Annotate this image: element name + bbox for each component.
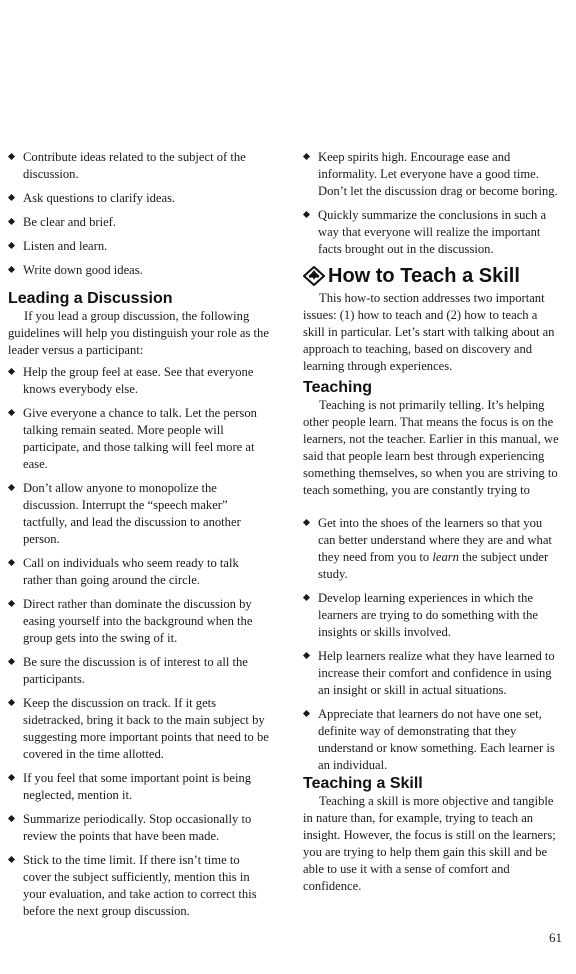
diamond-bullet-icon xyxy=(303,519,310,526)
diamond-bullet-icon xyxy=(8,153,15,160)
list-item: Get into the shoes of the learners so that you can better understand where they are and what they need from you to learn the subject under study. xyxy=(303,515,559,583)
teaching-a-skill-text: Teaching a skill is more objective and tangible in nature than, for example, trying to teach an insight. However, the focus is still on the learners; you are trying to help them gain this skill and be able to use it with a sense of comfort and confidence. xyxy=(303,794,556,893)
list-item: Call on individuals who seem ready to talk rather than going around the circle. xyxy=(8,555,270,589)
leader-bullet-list xyxy=(8,364,270,927)
list-item: Keep the discussion on track. If it gets sidetracked, bring it back to the main subject by suggesting more important points that need to be covered in the time allotted. xyxy=(8,695,270,763)
diamond-bullet-icon xyxy=(8,242,15,249)
leading-discussion-intro: If you lead a group discussion, the following guidelines will help you distinguish your role as the leader versus a participant: xyxy=(8,309,269,357)
diamond-bullet-icon xyxy=(8,856,15,863)
list-item: Give everyone a chance to talk. Let the person talking remain seated. More people will participate, and those talking will feel more at ease. xyxy=(8,405,270,473)
list-item: Don’t allow anyone to monopolize the discussion. Interrupt the “speech maker” tactfully, and lead the discussion to another person. xyxy=(8,480,270,548)
diamond-bullet-icon xyxy=(8,600,15,607)
how-to-intro: This how-to section addresses two important issues: (1) how to teach and (2) how to teach a skill in particular. Let’s start with talking about an approach to teaching, based on discovery and learning through experiences. xyxy=(303,291,555,373)
list-item: Quickly summarize the conclusions in such a way that everyone will realize the important facts brought out in the discussion. xyxy=(303,207,559,258)
diamond-bullet-icon xyxy=(8,774,15,781)
diamond-bullet-icon xyxy=(303,153,310,160)
fleur-de-lis-diamond-icon xyxy=(303,266,325,286)
diamond-bullet-icon xyxy=(8,409,15,416)
list-item: Ask questions to clarify ideas. xyxy=(8,190,270,207)
list-item: Direct rather than dominate the discussion by easing yourself into the background when the group gets into the swing of it. xyxy=(8,596,270,647)
list-item: Write down good ideas. xyxy=(8,262,270,279)
diamond-bullet-icon xyxy=(8,484,15,491)
list-item: Summarize periodically. Stop occasionally to review the points that have been made. xyxy=(8,811,270,845)
participant-bullet-list xyxy=(8,149,270,286)
main-heading-text: How to Teach a Skill xyxy=(328,265,520,287)
list-item: Be sure the discussion is of interest to all the participants. xyxy=(8,654,270,688)
discussion-tips-bullet-list xyxy=(303,149,559,265)
diamond-bullet-icon xyxy=(8,559,15,566)
leading-discussion-heading: Leading a Discussion xyxy=(8,290,173,307)
diamond-bullet-icon xyxy=(8,266,15,273)
teaching-bullet-list xyxy=(303,515,559,781)
list-item: Help the group feel at ease. See that everyone knows everybody else. xyxy=(8,364,270,398)
list-item: Keep spirits high. Encourage ease and informality. Let everyone have a good time. Don’t let the discussion drag or become boring. xyxy=(303,149,559,200)
teaching-a-skill-heading: Teaching a Skill xyxy=(303,775,423,792)
list-item: Contribute ideas related to the subject of the discussion. xyxy=(8,149,270,183)
list-item: Appreciate that learners do not have one set, definite way of demonstrating that they understand or know something. Each learner is an individual. xyxy=(303,706,559,774)
teaching-heading: Teaching xyxy=(303,379,373,396)
list-item: Develop learning experiences in which the learners are trying to do something with the insights or skills involved. xyxy=(303,590,559,641)
diamond-bullet-icon xyxy=(303,710,310,717)
diamond-bullet-icon xyxy=(303,652,310,659)
diamond-bullet-icon xyxy=(303,211,310,218)
diamond-bullet-icon xyxy=(8,218,15,225)
diamond-bullet-icon xyxy=(8,194,15,201)
list-item: Listen and learn. xyxy=(8,238,270,255)
list-item: Help learners realize what they have learned to increase their comfort and confidence in using an insight or skill in actual situations. xyxy=(303,648,559,699)
diamond-bullet-icon xyxy=(8,699,15,706)
diamond-bullet-icon xyxy=(8,368,15,375)
list-item: Stick to the time limit. If there isn’t time to cover the subject sufficiently, mention this in your evaluation, and take action to correct this before the next group discussion. xyxy=(8,852,270,920)
teaching-intro: Teaching is not primarily telling. It’s helping other people learn. That means the focus is on the learners, not the teacher. Earlier in this manual, we said that people learn best through experiencing something themselves, so when you are striving to teach something, you are constantly trying to xyxy=(303,398,559,497)
diamond-bullet-icon xyxy=(8,658,15,665)
how-to-teach-a-skill-heading xyxy=(303,265,520,287)
page-number: 61 xyxy=(549,930,562,945)
diamond-bullet-icon xyxy=(8,815,15,822)
list-item: If you feel that some important point is being neglected, mention it. xyxy=(8,770,270,804)
list-item: Be clear and brief. xyxy=(8,214,270,231)
diamond-bullet-icon xyxy=(303,594,310,601)
